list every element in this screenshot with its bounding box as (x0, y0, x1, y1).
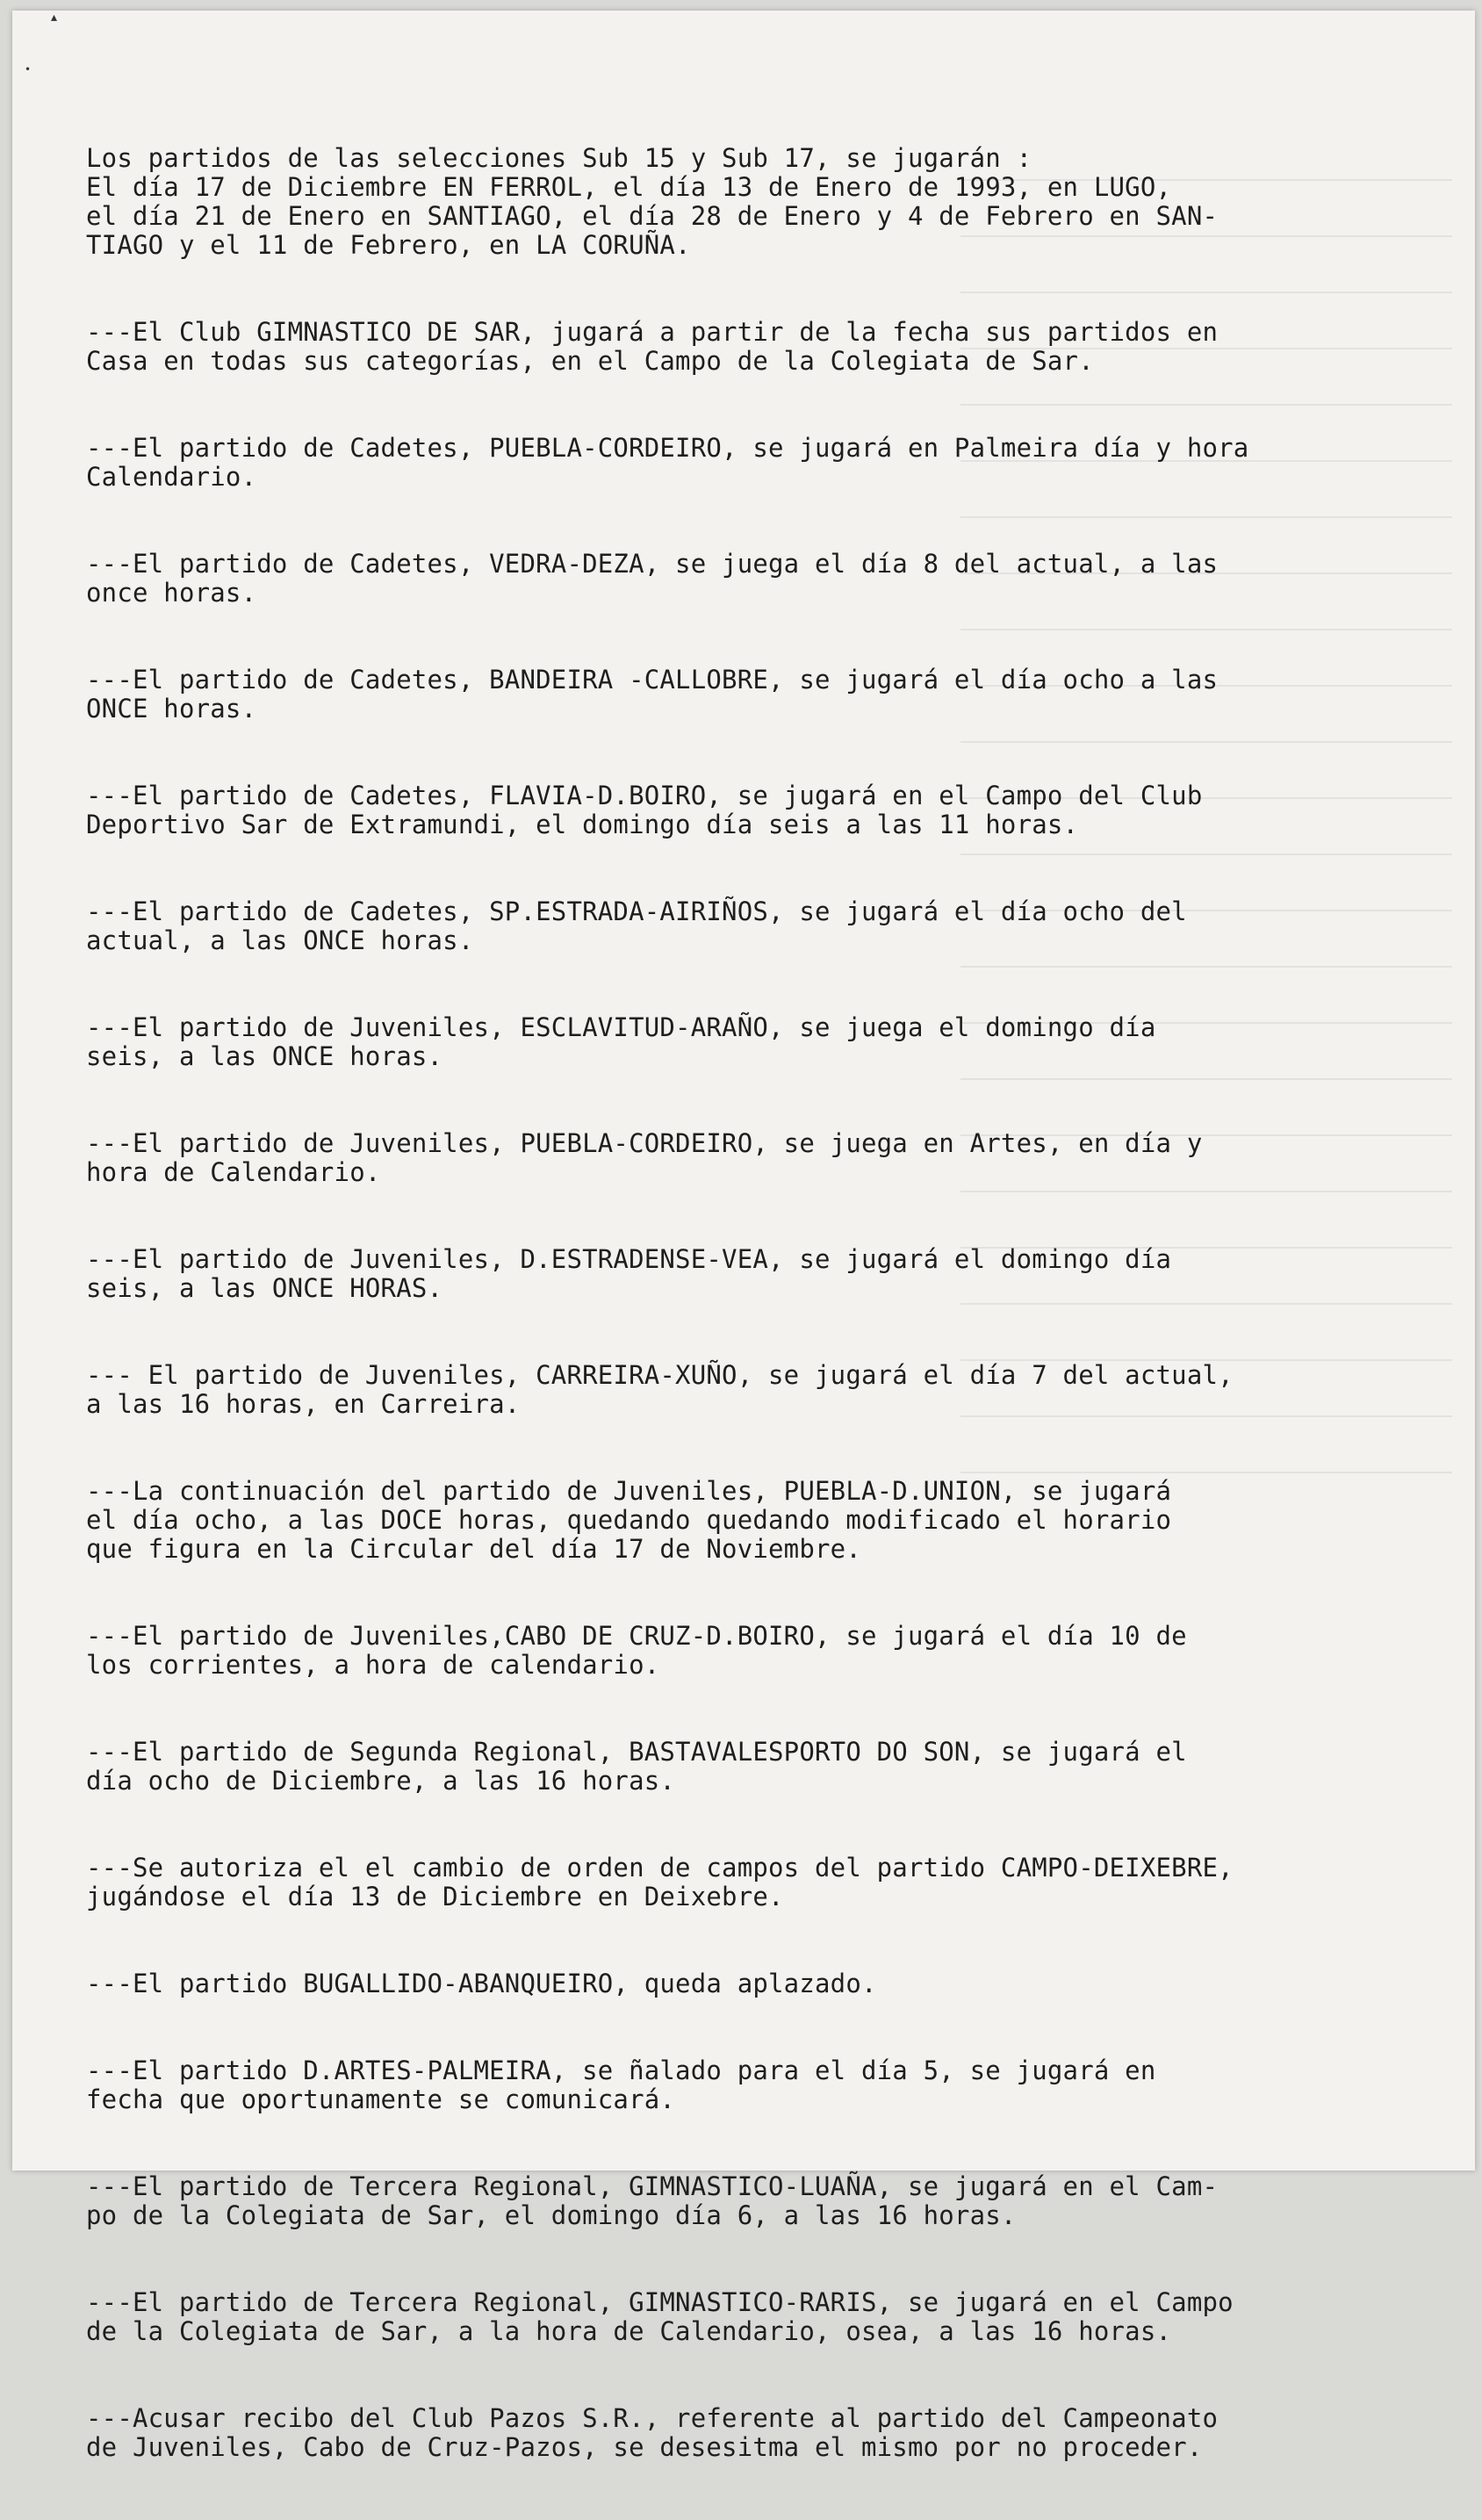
paragraph-juveniles-estradense-vea: ---El partido de Juveniles, D.ESTRADENSE-VEA, se jugará el domingo día seis, a las ONCE HORAS. (86, 1244, 1172, 1303)
ink-speck: ▴ (51, 11, 58, 25)
paragraph-juveniles-esclavitud-arano: ---El partido de Juveniles, ESCLAVITUD-ARAÑO, se juega el domingo día seis, a las ONCE horas. (86, 1012, 1156, 1071)
paragraph-campo-deixebre: ---Se autoriza el el cambio de orden de campos del partido CAMPO-DEIXEBRE, jugándose el día 13 de Diciembre en Deixebre. (86, 1853, 1234, 1912)
paragraph-tercera-gimnastico-luana: ---El partido de Tercera Regional, GIMNASTICO-LUAÑA, se jugará en el Cam- po de la Colegiata de Sar, el domingo día 6, a las 16 horas. (86, 2171, 1219, 2230)
paragraph-juveniles-carreira-xuno: --- El partido de Juveniles, CARREIRA-XUÑO, se jugará el día 7 del actual, a las 16 horas, en Carreira. (86, 1360, 1234, 1419)
paragraph-juveniles-cabo-cruz-boiro: ---El partido de Juveniles,CABO DE CRUZ-D.BOIRO, se jugará el día 10 de los corrientes, a hora de calendario. (86, 1621, 1187, 1680)
document-page (12, 11, 1475, 2462)
circular-body (86, 144, 1456, 2520)
paragraph-acuse-pazos: ---Acusar recibo del Club Pazos S.R., referente al partido del Campeonato de Juveniles, Cabo de Cruz-Pazos, se desesitma el mismo por no proceder. (86, 2403, 1219, 2462)
paragraph-juveniles-puebla-cordeiro: ---El partido de Juveniles, PUEBLA-CORDEIRO, se juega en Artes, en día y hora de Calendario. (86, 1128, 1203, 1187)
paragraph-selecciones: Los partidos de las selecciones Sub 15 y Sub 17, se jugarán : El día 17 de Diciembre EN FERROL, el día 13 de Enero de 1993, en LUGO, el día 21 de Enero en SANTIAGO, el día 28 de Enero y 4 de Febrero en SAN- TIAGO y el 11 de Febrero, en LA CORUÑA. (86, 143, 1219, 260)
paragraph-artes-palmeira: ---El partido D.ARTES-PALMEIRA, se ñalado para el día 5, se jugará en fecha que oportunamente se comunicará. (86, 2056, 1156, 2114)
paragraph-cadetes-vedra-deza: ---El partido de Cadetes, VEDRA-DEZA, se juega el día 8 del actual, a las once horas. (86, 549, 1219, 608)
paragraph-cadetes-puebla-cordeiro: ---El partido de Cadetes, PUEBLA-CORDEIRO, se jugará en Palmeira día y hora Calendario. (86, 433, 1249, 492)
paragraph-gimnastico-sar: ---El Club GIMNASTICO DE SAR, jugará a partir de la fecha sus partidos en Casa en todas sus categorías, en el Campo de la Colegiata de Sar. (86, 317, 1219, 376)
paragraph-juveniles-puebla-union: ---La continuación del partido de Juveniles, PUEBLA-D.UNION, se jugará el día ocho, a las DOCE horas, quedando quedando modificado el horario que figura en la Circular del día 17 de Noviembre. (86, 1476, 1172, 1564)
paragraph-cadetes-bandeira-callobre: ---El partido de Cadetes, BANDEIRA -CALLOBRE, se jugará el día ocho a las ONCE horas. (86, 665, 1219, 724)
paragraph-cadetes-flavia-boiro: ---El partido de Cadetes, FLAVIA-D.BOIRO, se jugará en el Campo del Club Deportivo Sar de Extramundi, el domingo día seis a las 11 horas. (86, 781, 1203, 839)
paragraph-bugallido-abanqueiro: ---El partido BUGALLIDO-ABANQUEIRO, queda aplazado. (86, 1969, 877, 1998)
paragraph-segunda-regional-bastavales: ---El partido de Segunda Regional, BASTAVALESPORTO DO SON, se jugará el día ocho de Diciembre, a las 16 horas. (86, 1737, 1187, 1796)
paragraph-tercera-gimnastico-raris: ---El partido de Tercera Regional, GIMNASTICO-RARIS, se jugará en el Campo de la Colegiata de Sar, a la hora de Calendario, osea, a las 16 horas. (86, 2287, 1234, 2346)
ink-speck: • (25, 63, 32, 76)
paragraph-cadetes-estrada-airinos: ---El partido de Cadetes, SP.ESTRADA-AIRIÑOS, se jugará el día ocho del actual, a las ONCE horas. (86, 896, 1187, 955)
